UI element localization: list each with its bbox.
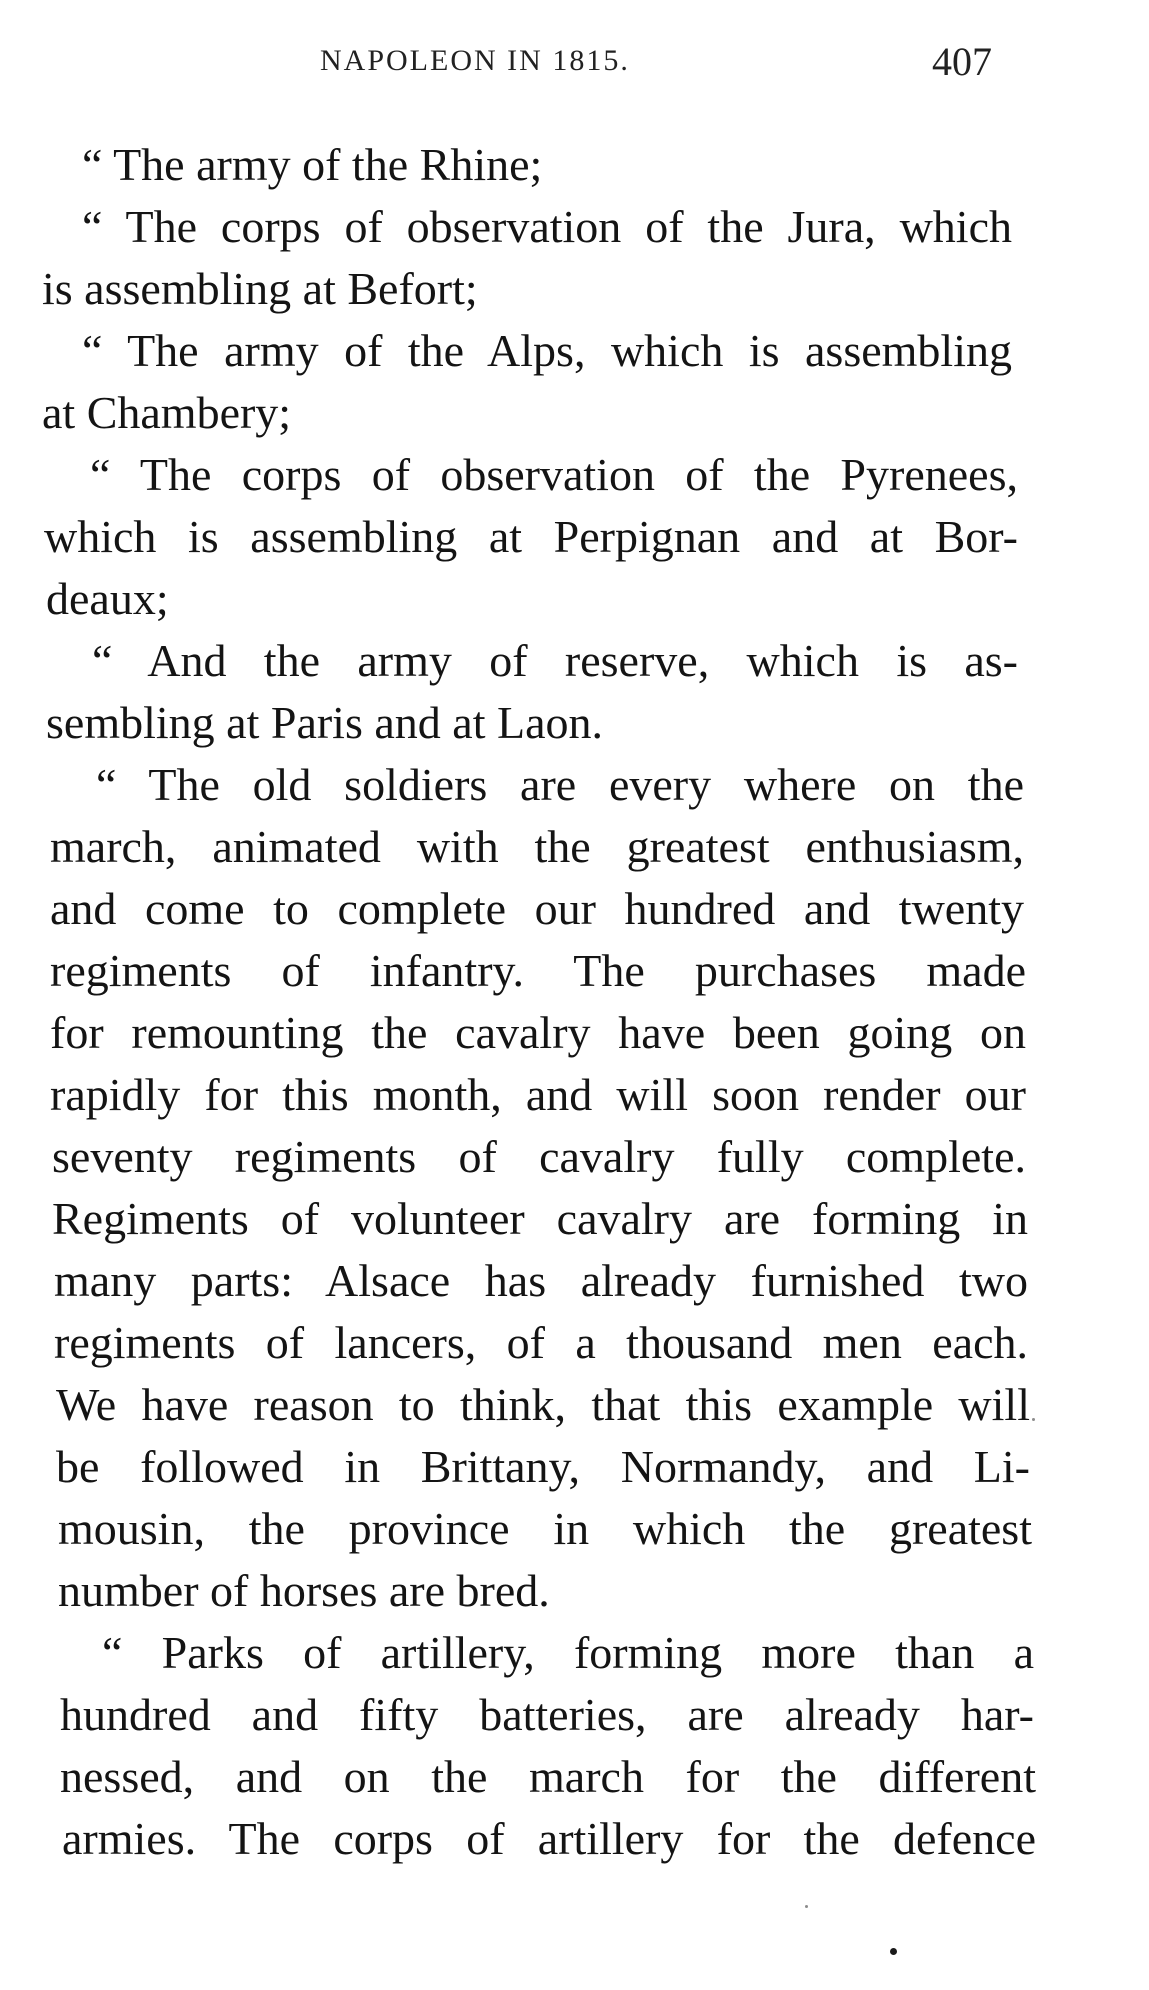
- text-line: regiments of lancers, of a thousand men each.: [54, 1317, 1028, 1368]
- text-line: armies. The corps of artillery for the defence: [62, 1813, 1036, 1864]
- text-line: mousin, the province in which the greatest: [58, 1503, 1032, 1554]
- text-line: at Chambery;: [42, 387, 292, 438]
- text-line: for remounting the cavalry have been going on: [50, 1007, 1026, 1058]
- text-line: “ The old soldiers are every where on the: [96, 759, 1024, 810]
- text-line: regiments of infantry. The purchases made: [50, 945, 1026, 996]
- text-line: sembling at Paris and at Laon.: [46, 697, 603, 748]
- text-line: and come to complete our hundred and twenty: [50, 883, 1024, 934]
- text-line: “ And the army of reserve, which is as-: [92, 635, 1018, 686]
- running-head: NAPOLEON IN 1815.: [320, 44, 630, 77]
- text-line: march, animated with the greatest enthusiasm,: [50, 821, 1024, 872]
- text-line: We have reason to think, that this example will: [56, 1379, 1030, 1430]
- text-line: “ Parks of artillery, forming more than a: [102, 1627, 1034, 1678]
- ink-speck: [805, 1905, 808, 1908]
- text-line: which is assembling at Perpignan and at Bor-: [44, 511, 1018, 562]
- text-line: Regiments of volunteer cavalry are forming in: [52, 1193, 1028, 1244]
- page-number: 407: [932, 39, 992, 84]
- text-line: rapidly for this month, and will soon render our: [50, 1069, 1026, 1120]
- text-line: nessed, and on the march for the different: [60, 1751, 1036, 1802]
- text-line: hundred and fifty batteries, are already har-: [60, 1689, 1034, 1740]
- text-line: “ The army of the Alps, which is assembling: [82, 325, 1012, 376]
- text-line: “ The corps of observation of the Pyrenees,: [90, 449, 1018, 500]
- text-line: is assembling at Befort;: [42, 263, 478, 314]
- text-line: many parts: Alsace has already furnished two: [54, 1255, 1028, 1306]
- text-line: “ The corps of observation of the Jura, which: [82, 201, 1012, 252]
- text-line: be followed in Brittany, Normandy, and Li-: [56, 1441, 1030, 1492]
- ink-speck: [1032, 1418, 1035, 1421]
- text-line: “ The army of the Rhine;: [82, 139, 543, 190]
- text-line: seventy regiments of cavalry fully complete.: [52, 1131, 1026, 1182]
- text-line: deaux;: [46, 573, 169, 624]
- text-line: number of horses are bred.: [58, 1565, 550, 1616]
- ink-speck: [890, 1948, 897, 1955]
